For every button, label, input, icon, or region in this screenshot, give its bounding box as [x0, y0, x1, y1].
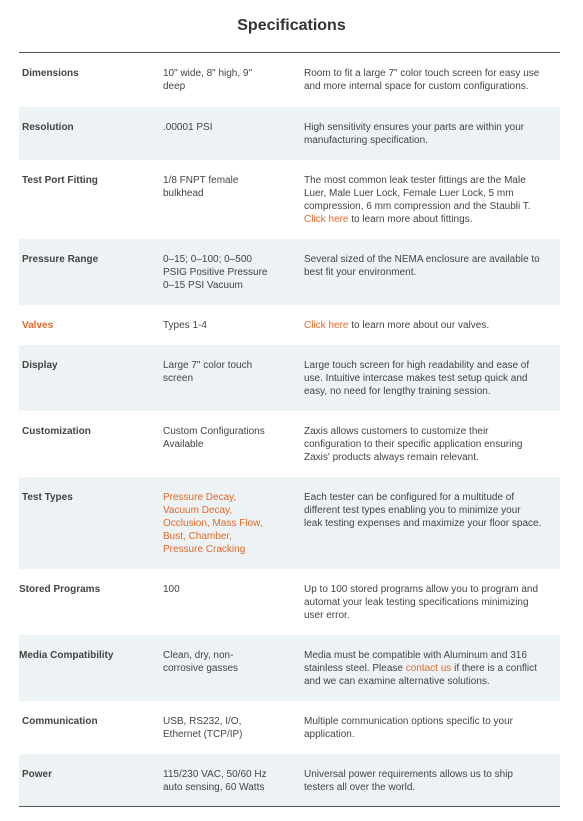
valves-click-here-link[interactable]: Click here	[304, 320, 349, 331]
spec-description: Universal power requirements allows us to ship testers all over the world.	[304, 769, 513, 793]
spec-description: Large touch screen for high readability and ease of use. Intuitive intercase makes test setup quick and easy, no need for lengthy training session.	[304, 360, 530, 397]
spec-description: Multiple communication options specific to your application.	[304, 716, 513, 740]
spec-label: Communication	[22, 716, 98, 727]
spec-value: Custom Configurations Available	[163, 426, 265, 450]
fittings-link[interactable]: Click here	[304, 214, 349, 225]
spec-label: Customization	[22, 426, 91, 437]
test-type-link[interactable]: Pressure Cracking	[163, 544, 246, 555]
spec-row-valves	[19, 305, 560, 345]
spec-value: USB, RS232, I/O, Ethernet (TCP/IP)	[163, 716, 243, 740]
spec-label: Resolution	[22, 122, 74, 133]
spec-description: Click here to learn more about our valves.	[304, 320, 490, 331]
spec-row-customization	[19, 411, 560, 477]
spec-value: .00001 PSI	[163, 122, 213, 133]
spec-value: 0–15; 0–100; 0–500 PSIG Positive Pressure 0–15 PSI Vacuum	[163, 254, 268, 291]
spec-description: Room to fit a large 7" color touch screen for easy use and more internal space for custom configurations.	[304, 68, 540, 92]
spec-value: 10" wide, 8" high, 9" deep	[163, 68, 253, 92]
spec-row-test-types	[19, 477, 560, 569]
spec-description: Up to 100 stored programs allow you to program and automat your leak testing specifications minimizing user error.	[304, 584, 539, 621]
spec-label: Test Types	[22, 492, 73, 503]
spec-value: 100	[163, 584, 180, 595]
spec-row-media-compatibility	[19, 635, 560, 701]
spec-value: Large 7" color touch screen	[163, 360, 253, 384]
contact-us-link[interactable]: contact us	[405, 663, 452, 674]
spec-label: Test Port Fitting	[22, 175, 98, 186]
spec-row-resolution	[19, 107, 560, 160]
test-type-link[interactable]: Pressure Decay,	[163, 492, 237, 503]
spec-description: High sensitivity ensures your parts are within your manufacturing specification.	[304, 122, 525, 146]
test-type-link[interactable]: Occlusion, Mass Flow,	[163, 518, 263, 529]
test-type-link[interactable]: Bust, Chamber,	[163, 531, 232, 542]
spec-row-test-port-fitting	[19, 160, 560, 239]
spec-label: Dimensions	[22, 68, 79, 79]
spec-description: Media must be compatible with Aluminum and 316 stainless steel. Please contact us if there is a conflict and we can examine alternative solutions.	[304, 650, 537, 687]
spec-value: Clean, dry, non- corrosive gasses	[163, 650, 239, 674]
test-type-links	[163, 491, 275, 556]
test-type-link[interactable]: Vacuum Decay,	[163, 505, 233, 516]
spec-label: Pressure Range	[22, 254, 99, 265]
spec-row-communication	[19, 701, 560, 754]
page-title: Specifications	[237, 17, 346, 34]
spec-description: The most common leak tester fittings are the Male Luer, Male Luer Lock, Female Luer Lock, 5 mm compression, 6 mm compression and the Staubli T. Click here to learn more about fittings.	[304, 175, 531, 225]
spec-description: Several sized of the NEMA enclosure are available to best fit your environment.	[304, 254, 540, 278]
spec-value: 115/230 VAC, 50/60 Hz auto sensing, 60 Watts	[163, 769, 267, 793]
spec-row-dimensions	[19, 53, 560, 107]
spec-label: Media Compatibility	[19, 650, 114, 661]
spec-row-power	[19, 754, 560, 806]
valves-link[interactable]: Valves	[22, 320, 54, 331]
spec-label: Display	[22, 360, 58, 371]
spec-label: Power	[22, 769, 53, 780]
spec-value: Types 1-4	[163, 320, 207, 331]
specifications-table	[19, 52, 560, 807]
spec-description: Each tester can be configured for a multitude of different test types enabling you to minimize your leak testing expenses and maximize your floor space.	[304, 492, 542, 529]
spec-description: Zaxis allows customers to customize their configuration to their specific application ensuring Zaxis' products always remain relevant.	[304, 426, 523, 463]
spec-row-display	[19, 345, 560, 411]
spec-value: 1/8 FNPT female bulkhead	[163, 175, 239, 199]
spec-row-pressure-range	[19, 239, 560, 305]
spec-label: Stored Programs	[19, 584, 101, 595]
spec-row-stored-programs	[19, 569, 560, 635]
